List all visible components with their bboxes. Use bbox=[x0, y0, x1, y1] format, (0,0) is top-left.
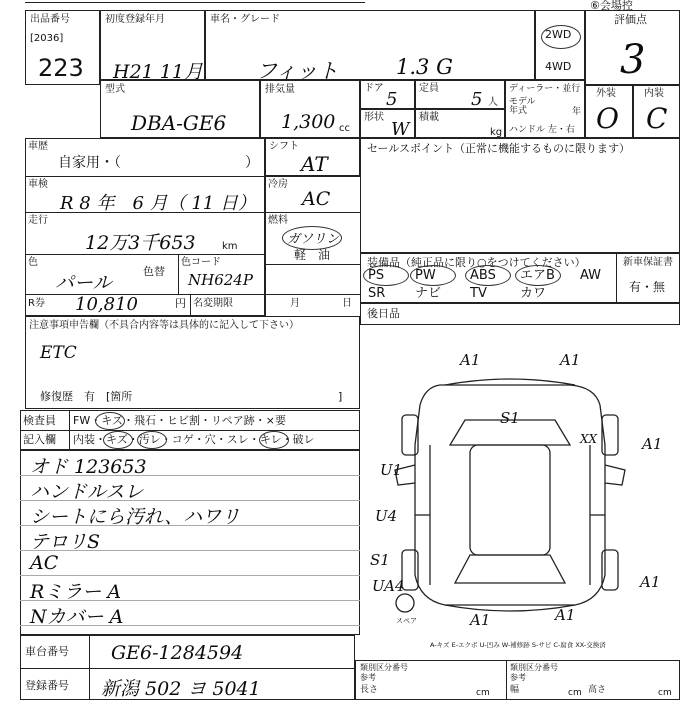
handwritten-note: テロリS bbox=[30, 531, 101, 553]
later-label: 後日品 bbox=[367, 307, 400, 320]
recycle-label: R券 bbox=[28, 298, 45, 309]
shift-label: シフト bbox=[269, 141, 299, 152]
exterior-label: 外装 bbox=[596, 88, 616, 99]
check-row-1: FW・キズ・飛石・ヒビ割・リペア跡・×要 bbox=[73, 414, 286, 427]
equipment-circle-4 bbox=[515, 265, 561, 286]
note-rule bbox=[20, 625, 360, 626]
fuel-alt: 軽 油 bbox=[294, 248, 331, 262]
equipment-item-2-3: TV bbox=[470, 286, 487, 301]
equipment-item-1-3: ABS bbox=[470, 268, 496, 283]
chassis-label: 車台番号 bbox=[25, 645, 69, 658]
equipment-label: 装備品（純正品に限り○をつけてください） bbox=[367, 256, 586, 269]
equipment-item-1-5: AW bbox=[580, 268, 602, 283]
equipment-item-1-1: PS bbox=[368, 268, 385, 283]
reference-label-2: 参考 bbox=[510, 673, 526, 682]
later-box bbox=[360, 303, 680, 325]
shade-label: 色替 bbox=[143, 265, 165, 278]
fuel-value: ガソリン bbox=[287, 232, 340, 247]
warranty-value: 有・無 bbox=[629, 280, 666, 294]
class-label-1: 類別区分番号 bbox=[360, 663, 408, 672]
lot-box bbox=[25, 10, 100, 85]
handle-label: ハンドル 左・右 bbox=[509, 125, 575, 135]
shape-box bbox=[360, 109, 415, 138]
model-grade: 1.3 G bbox=[396, 55, 453, 79]
score-value: 3 bbox=[620, 37, 646, 83]
doors-label: ドア bbox=[364, 83, 384, 94]
aircon-value: AC bbox=[302, 188, 331, 210]
recycle-value: 10,810 bbox=[75, 294, 138, 315]
type-label: 型式 bbox=[105, 84, 125, 95]
mark-left-ua4: UA4 bbox=[372, 577, 405, 595]
score-box bbox=[585, 10, 680, 85]
notes-label: 注意事項申告欄（不具合内容等は具体的に記入して下さい） bbox=[29, 320, 299, 331]
check-vrule bbox=[69, 411, 70, 449]
interior-grade: C bbox=[646, 102, 668, 135]
plate-label: 登録番号 bbox=[25, 679, 69, 692]
mileage-label: 走行 bbox=[28, 215, 48, 226]
nominal-day: 日 bbox=[342, 298, 352, 309]
vrule-color bbox=[178, 254, 179, 294]
height-label: 高さ bbox=[588, 685, 607, 695]
exterior-grade: O bbox=[596, 102, 619, 135]
rule-3b bbox=[265, 264, 360, 265]
first-reg-label: 初度登録年月 bbox=[105, 14, 165, 25]
footer-rule bbox=[21, 668, 354, 669]
scratch-circle-1 bbox=[95, 412, 125, 430]
nominal-month: 月 bbox=[290, 298, 300, 309]
drive-4wd: 4WD bbox=[545, 60, 572, 73]
top-strip-line bbox=[25, 2, 365, 3]
spare-label: スペア bbox=[396, 617, 417, 625]
right-mirror bbox=[605, 465, 625, 485]
model-label: 車名・グレード bbox=[210, 14, 280, 25]
color-value: パール bbox=[55, 272, 112, 294]
venue-copy-label: ⑥会場控 bbox=[590, 0, 633, 12]
dimensions-box bbox=[355, 660, 680, 700]
exterior-box bbox=[585, 85, 633, 138]
sales-box bbox=[360, 138, 680, 253]
interior-label: 内装 bbox=[644, 88, 664, 99]
note-rule bbox=[20, 500, 360, 501]
type-box bbox=[100, 80, 260, 138]
displacement-unit: cc bbox=[339, 123, 350, 134]
handwritten-note: ハンドルスレ bbox=[30, 481, 144, 503]
mark-left-s1: S1 bbox=[370, 551, 390, 569]
color-code-label: 色コード bbox=[181, 257, 221, 268]
fuel-label: 燃料 bbox=[268, 215, 288, 226]
model-year-label: モデル年式 bbox=[509, 97, 536, 116]
lot-label: 出品番号 bbox=[30, 14, 70, 25]
type-value: DBA-GE6 bbox=[131, 111, 227, 135]
roof bbox=[470, 445, 550, 555]
check-box bbox=[20, 410, 360, 450]
front-bumper bbox=[445, 379, 575, 385]
length-unit: cm bbox=[476, 688, 490, 698]
equip-vrule bbox=[616, 254, 617, 304]
load-label: 積載 bbox=[419, 112, 439, 123]
vrule-mid bbox=[265, 176, 266, 316]
note-rule bbox=[20, 475, 360, 476]
plate-value: 新潟 502 ヨ 5041 bbox=[101, 678, 261, 700]
note-rule bbox=[20, 600, 360, 601]
class-label-2: 類別区分番号 bbox=[510, 663, 558, 672]
inspection-label: 車検 bbox=[28, 179, 48, 190]
history-close: ） bbox=[245, 155, 259, 171]
footer-box bbox=[20, 635, 355, 700]
repair-label: 修復歴 有 [箇所 bbox=[40, 390, 133, 403]
first-reg-value: H21 11月 bbox=[113, 61, 203, 83]
equipment-item-1-4: エアB bbox=[520, 268, 555, 283]
handwritten-note: Rミラー A bbox=[30, 581, 122, 603]
mileage-value: 12万3千653 bbox=[85, 232, 196, 254]
rear-window bbox=[455, 555, 565, 583]
inspection-value: R 8 年 6 月（ 11 日） bbox=[60, 193, 256, 214]
shift-value: AT bbox=[301, 152, 328, 176]
capacity-box bbox=[415, 80, 505, 109]
equipment-item-2-2: ナビ bbox=[415, 286, 442, 301]
inspector-label: 検査員 bbox=[23, 414, 56, 427]
doors-value: 5 bbox=[386, 89, 398, 110]
color-code-value: NH624P bbox=[188, 271, 253, 289]
repair-close: ] bbox=[338, 390, 343, 403]
note-rule bbox=[20, 550, 360, 551]
footer-vrule bbox=[89, 636, 90, 699]
scratch-circle-2 bbox=[103, 431, 133, 449]
reference-label-1: 参考 bbox=[360, 673, 376, 682]
capacity-unit: 人 bbox=[488, 97, 498, 108]
recycle-unit: 円 bbox=[175, 297, 186, 310]
nominal-label: 名変期限 bbox=[193, 298, 233, 309]
handwritten-note: AC bbox=[30, 552, 59, 574]
notes-value: ETC bbox=[40, 343, 77, 363]
load-box bbox=[415, 109, 505, 138]
length-label: 長さ bbox=[360, 685, 379, 695]
displacement-value: 1,300 bbox=[281, 111, 336, 133]
shape-label: 形状 bbox=[364, 112, 384, 123]
capacity-value: 5 bbox=[471, 89, 483, 110]
lot-number: 223 bbox=[38, 54, 84, 82]
equipment-item-2-1: SR bbox=[368, 286, 386, 301]
score-label: 評価点 bbox=[614, 13, 647, 26]
history-label: 車歴 bbox=[28, 141, 48, 152]
damage-legend: A-キズ E-エクボ U-凹み W-補修跡 S-サビ C-腐食 XX-交換済 bbox=[430, 641, 606, 649]
dim-vrule bbox=[506, 661, 507, 699]
mark-left-u1: U1 bbox=[380, 461, 403, 479]
check-rule bbox=[21, 430, 359, 431]
shift-box bbox=[265, 138, 360, 176]
stain-circle bbox=[137, 431, 167, 449]
handwritten-note: Nカバー A bbox=[30, 606, 124, 628]
note-rule bbox=[20, 575, 360, 576]
note-rule bbox=[20, 525, 360, 526]
handwritten-note: オド 123653 bbox=[30, 456, 147, 478]
scuff-circle bbox=[259, 431, 289, 449]
height-unit: cm bbox=[658, 688, 672, 698]
entry-label: 記入欄 bbox=[23, 433, 56, 446]
year-unit: 年 bbox=[572, 107, 582, 117]
color-label: 色 bbox=[28, 257, 38, 268]
model-box bbox=[205, 10, 535, 83]
interior-box bbox=[633, 85, 680, 138]
mileage-unit: km bbox=[222, 241, 238, 252]
aircon-label: 冷房 bbox=[268, 179, 288, 190]
equipment-circle-2 bbox=[410, 265, 456, 286]
drive-2wd: 2WD bbox=[545, 28, 572, 41]
lot-sub: [2036] bbox=[30, 33, 64, 44]
mark-right-a1-lower: A1 bbox=[640, 573, 661, 591]
mark-rear-a1-left: A1 bbox=[470, 611, 491, 629]
dealer-label: ディーラー・並行 bbox=[509, 84, 581, 94]
first-reg-box bbox=[100, 10, 205, 83]
handwritten-note: シートにら汚れ、ハワリ bbox=[30, 506, 241, 528]
displacement-label: 排気量 bbox=[265, 84, 295, 95]
width-label: 幅 bbox=[510, 685, 520, 695]
vrule-recycle bbox=[190, 294, 191, 316]
equipment-circle-3 bbox=[465, 265, 511, 286]
mark-left-u4: U4 bbox=[375, 507, 398, 525]
shape-value: W bbox=[391, 119, 410, 140]
drive-box bbox=[535, 10, 585, 80]
chassis-value: GE6-1284594 bbox=[111, 642, 244, 664]
mark-xx: XX bbox=[580, 432, 598, 446]
mark-front-a1-right: A1 bbox=[560, 351, 581, 369]
rule-1 bbox=[25, 176, 360, 177]
dealer-box bbox=[505, 80, 585, 138]
check-row-2: 内装・キズ・汚レ・コゲ・穴・スレ・キレ・破レ bbox=[73, 433, 315, 446]
mark-right-a1-upper: A1 bbox=[642, 435, 663, 453]
notes-box bbox=[25, 316, 360, 409]
doors-box bbox=[360, 80, 415, 109]
model-name: フィット bbox=[256, 59, 339, 83]
mark-rear-a1-right: A1 bbox=[555, 606, 576, 624]
load-unit: kg bbox=[490, 127, 503, 138]
equipment-item-2-4: カワ bbox=[520, 286, 547, 301]
capacity-label: 定員 bbox=[419, 83, 439, 94]
car-diagram bbox=[360, 325, 680, 655]
width-unit: cm bbox=[568, 688, 582, 698]
sales-label: セールスポイント（正常に機能するものに限ります） bbox=[367, 142, 631, 155]
displacement-box bbox=[260, 80, 360, 138]
history-value: 自家用・（ bbox=[58, 155, 121, 171]
warranty-label: 新車保証書 bbox=[623, 257, 673, 268]
mark-front-a1-left: A1 bbox=[460, 351, 481, 369]
equipment-item-1-2: PW bbox=[415, 268, 436, 283]
spare-tire bbox=[396, 594, 414, 612]
equipment-circle-1 bbox=[363, 265, 409, 286]
mark-windshield-s1: S1 bbox=[500, 409, 520, 427]
